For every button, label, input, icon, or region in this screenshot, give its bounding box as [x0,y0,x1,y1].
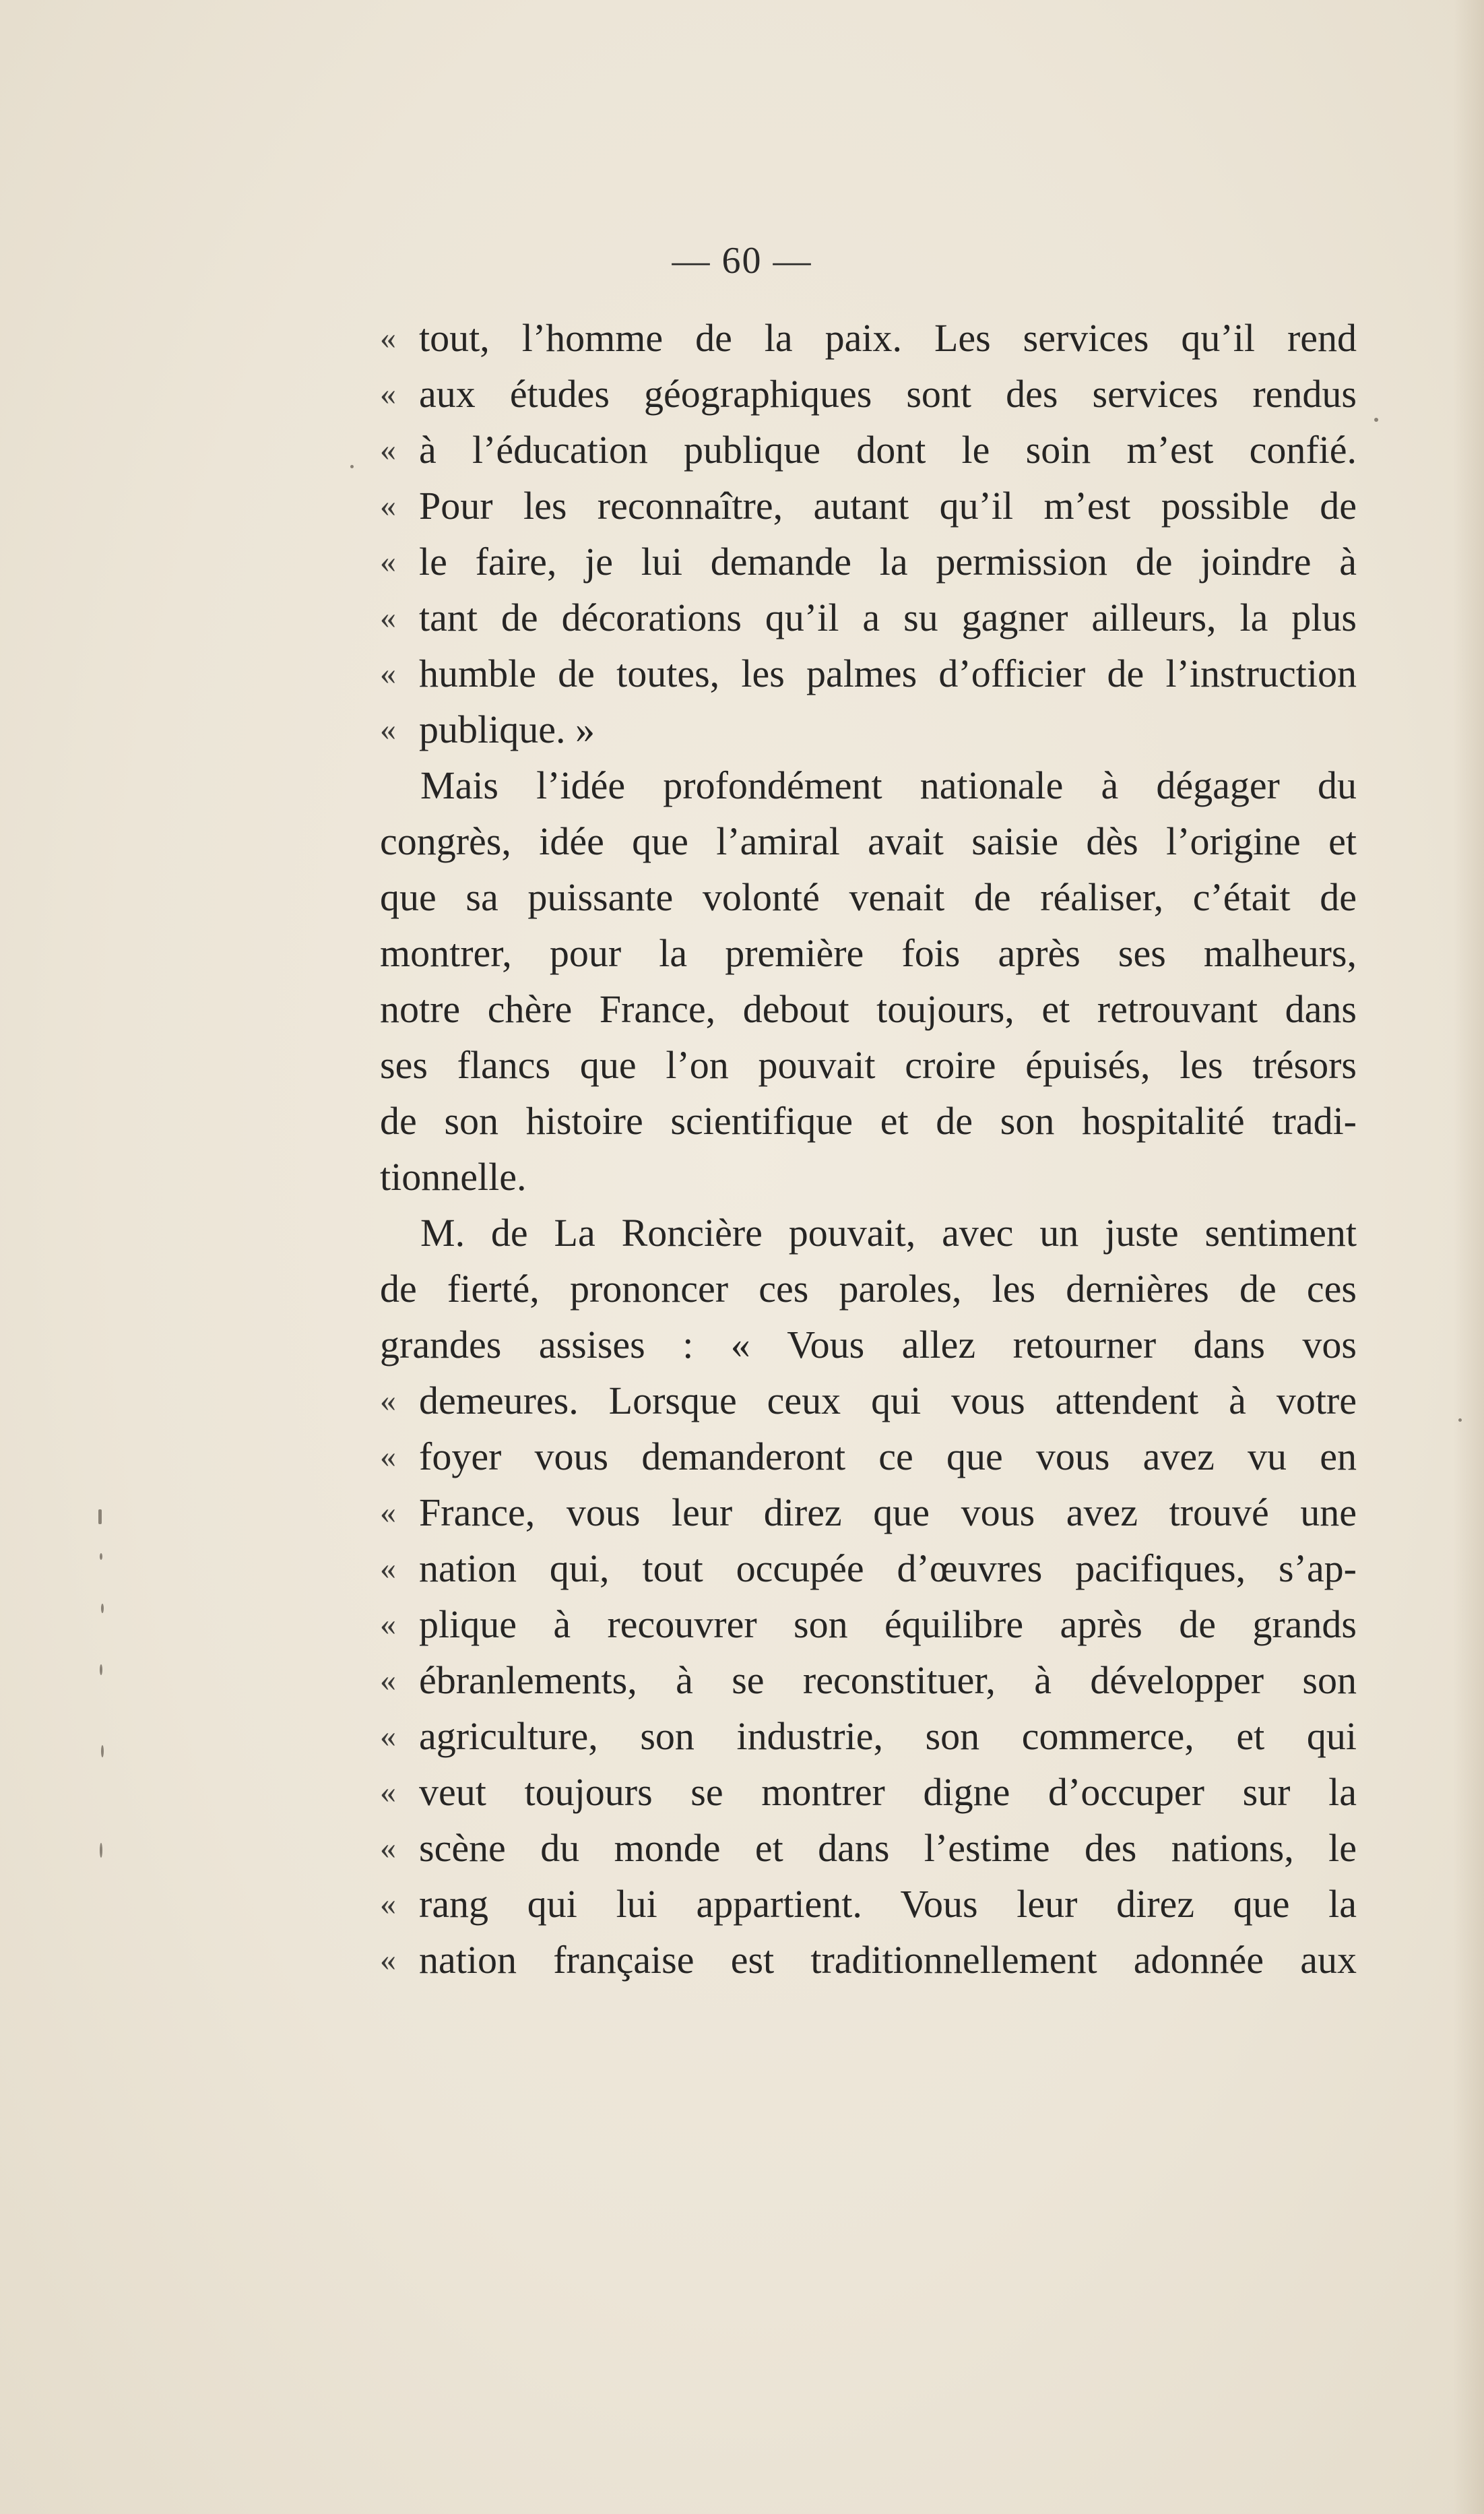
text-line [380,1652,1357,1708]
body-text [380,310,1357,1988]
text-line [380,1373,1357,1428]
text-line [380,869,1357,925]
line-text: Pour les reconnaître, autant qu’il m’est possible de [419,484,1357,528]
line-text: de fierté, prononcer ces paroles, les dernières de ces [380,1267,1357,1311]
line-text: tout, l’homme de la paix. Les services qu’il rend [419,316,1357,360]
text-line [380,925,1357,981]
quote-mark: « [380,656,396,691]
line-text: foyer vous demanderont ce que vous avez vu en [419,1435,1357,1478]
quote-mark: « [380,1886,396,1922]
line-text: rang qui lui appartient. Vous leur direz que la [419,1882,1357,1926]
text-line [380,1820,1357,1876]
line-text: M. de La Roncière pouvait, avec un juste sentiment [420,1211,1357,1255]
paper-speck [100,1664,102,1675]
text-line [380,366,1357,422]
text-line [380,534,1357,590]
quote-mark: « [380,488,396,524]
text-line [380,1932,1357,1988]
text-line [380,813,1357,869]
paper-speck [98,1509,102,1524]
quote-mark: « [380,1662,396,1698]
line-text: ébranlements, à se reconstituer, à développer son [419,1658,1357,1702]
line-text: montrer, pour la première fois après ses malheurs, [380,931,1357,975]
text-line [380,701,1357,757]
text-line [380,1484,1357,1540]
quote-mark: « [380,1606,396,1642]
paper-speck [1458,1418,1462,1422]
text-line [380,981,1357,1037]
quote-mark: « [380,1383,396,1418]
line-text: veut toujours se montrer digne d’occuper sur la [419,1770,1357,1814]
paper-speck [101,1604,104,1613]
line-text: le faire, je lui demande la permission de joindre à [419,540,1357,584]
text-line [380,1764,1357,1820]
page-number: — 60 — [672,240,812,282]
text-line [380,590,1357,646]
quote-mark: « [380,600,396,635]
line-text: agriculture, son industrie, son commerce, et qui [419,1714,1357,1758]
line-text: tionnelle. [380,1155,527,1199]
paper-speck [1374,418,1378,422]
line-text: demeures. Lorsque ceux qui vous attendent à votre [419,1379,1357,1422]
text-line [380,757,1357,813]
page-edge-shadow [1453,0,1484,2514]
paper-speck [100,1553,102,1560]
text-line [380,1596,1357,1652]
line-text: plique à recouvrer son équilibre après de grands [419,1602,1357,1646]
text-line [380,478,1357,534]
line-text: humble de toutes, les palmes d’officier de l’instruction [419,652,1357,695]
text-line [380,1037,1357,1093]
text-line [380,646,1357,701]
line-text: à l’éducation publique dont le soin m’est confié. [419,428,1357,472]
text-line [380,1876,1357,1932]
quote-mark: « [380,432,396,468]
quote-mark: « [380,1942,396,1978]
line-text: nation française est traditionnellement adonnée aux [419,1938,1357,1982]
line-text: publique. » [419,708,595,751]
line-text: notre chère France, debout toujours, et retrouvant dans [380,987,1357,1031]
line-text: aux études géographiques sont des services rendus [419,372,1357,416]
quote-mark: « [380,544,396,579]
text-line [380,1261,1357,1317]
quote-mark: « [380,1439,396,1474]
line-text: grandes assises : « Vous allez retourner dans vos [380,1323,1357,1366]
quote-mark: « [380,1774,396,1810]
line-text: nation qui, tout occupée d’œuvres pacifiques, s’ap- [419,1546,1357,1590]
quote-mark: « [380,1550,396,1586]
text-line [380,1428,1357,1484]
paper-speck [100,1843,102,1858]
quote-mark: « [380,320,396,356]
quote-mark: « [380,1830,396,1866]
line-text: tant de décorations qu’il a su gagner ailleurs, la plus [419,596,1357,639]
line-text: France, vous leur direz que vous avez trouvé une [419,1490,1357,1534]
line-text: que sa puissante volonté venait de réaliser, c’était de [380,875,1357,919]
line-text: congrès, idée que l’amiral avait saisie dès l’origine et [380,819,1357,863]
quote-mark: « [380,712,396,747]
text-line [380,1205,1357,1261]
text-line [380,1708,1357,1764]
quote-mark: « [380,1718,396,1754]
line-text: de son histoire scientifique et de son hospitalité tradi- [380,1099,1357,1143]
text-line [380,1317,1357,1373]
quote-mark: « [380,376,396,412]
text-line [380,310,1357,366]
line-text: Mais l’idée profondément nationale à dégager du [420,763,1357,807]
paper-speck [101,1745,104,1757]
text-line [380,422,1357,478]
paper-speck [350,465,354,468]
line-text: scène du monde et dans l’estime des nations, le [419,1826,1357,1870]
quote-mark: « [380,1495,396,1530]
line-text: ses flancs que l’on pouvait croire épuisés, les trésors [380,1043,1357,1087]
text-line [380,1149,1357,1205]
text-line [380,1093,1357,1149]
text-line [380,1540,1357,1596]
